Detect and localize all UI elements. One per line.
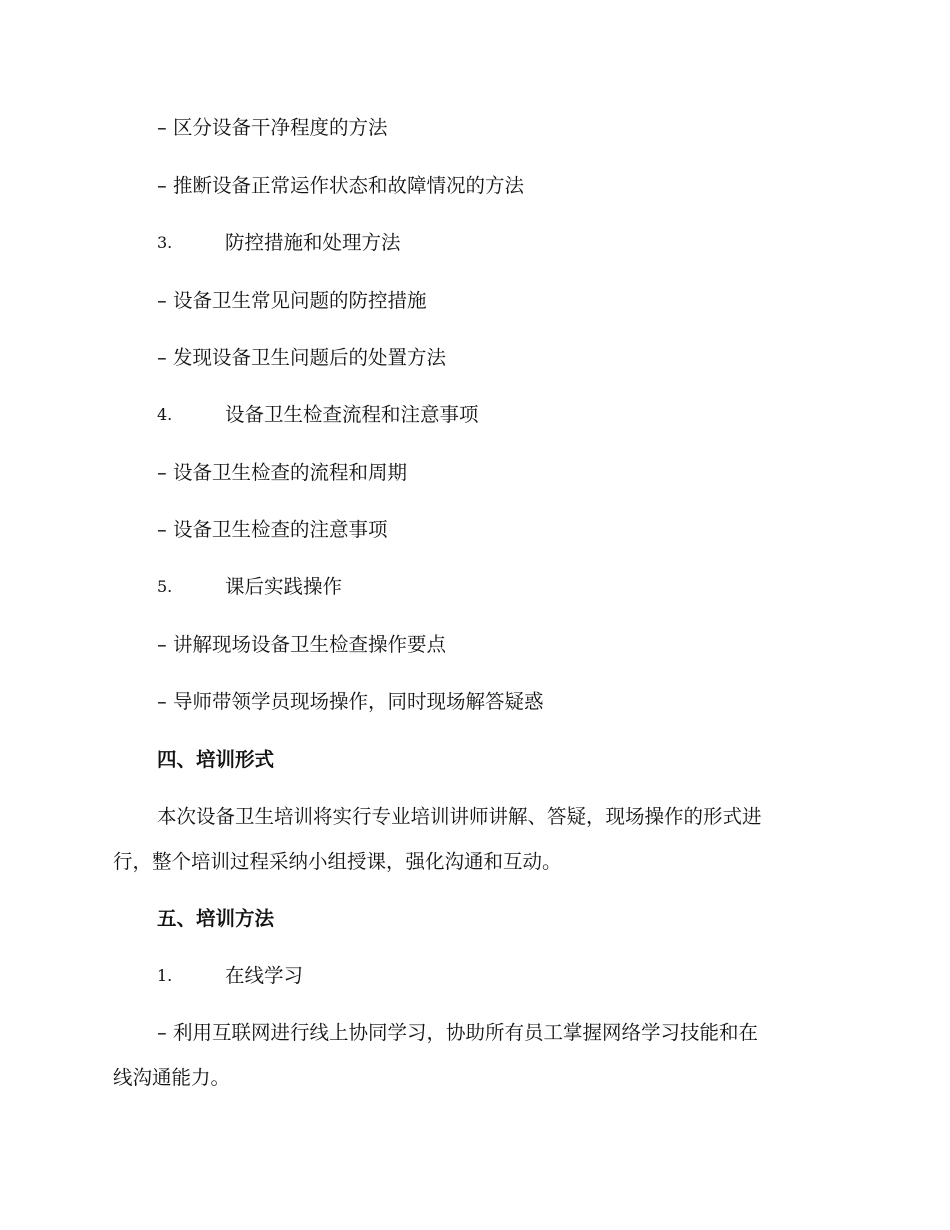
section-heading: 五、培训方法 bbox=[157, 907, 275, 930]
item-number: 4. bbox=[157, 405, 173, 424]
bullet-item: – 区分设备干净程度的方法 bbox=[157, 116, 388, 139]
item-number: 3. bbox=[157, 233, 173, 252]
bullet-item: – 导师带领学员现场操作，同时现场解答疑惑 bbox=[157, 690, 544, 713]
paragraph-line: 行，整个培训过程采纳小组授课，强化沟通和互动。 bbox=[113, 850, 562, 873]
bullet-item: – 设备卫生常见问题的防控措施 bbox=[157, 289, 427, 312]
item-number: 5. bbox=[157, 577, 173, 596]
bullet-item: – 发现设备卫生问题后的处置方法 bbox=[157, 346, 446, 369]
paragraph-line: – 利用互联网进行线上协同学习，协助所有员工掌握网络学习技能和在 bbox=[157, 1021, 758, 1044]
item-number: 1. bbox=[157, 966, 173, 985]
bullet-item: – 讲解现场设备卫生检查操作要点 bbox=[157, 633, 446, 656]
paragraph-line: 本次设备卫生培训将实行专业培训讲师讲解、答疑，现场操作的形式进 bbox=[157, 805, 762, 828]
bullet-item: – 设备卫生检查的注意事项 bbox=[157, 518, 388, 541]
numbered-item-title: 在线学习 bbox=[225, 964, 304, 987]
paragraph bbox=[113, 1018, 833, 1093]
numbered-item-title: 设备卫生检查流程和注意事项 bbox=[225, 403, 479, 426]
bullet-item: – 设备卫生检查的流程和周期 bbox=[157, 461, 407, 484]
paragraph-line: 线沟通能力。 bbox=[113, 1066, 231, 1089]
section-heading: 四、培训形式 bbox=[157, 748, 275, 771]
numbered-item-title: 防控措施和处理方法 bbox=[225, 231, 401, 254]
bullet-item: – 推断设备正常运作状态和故障情况的方法 bbox=[157, 174, 524, 197]
paragraph bbox=[113, 802, 833, 877]
numbered-item-title: 课后实践操作 bbox=[225, 575, 343, 598]
